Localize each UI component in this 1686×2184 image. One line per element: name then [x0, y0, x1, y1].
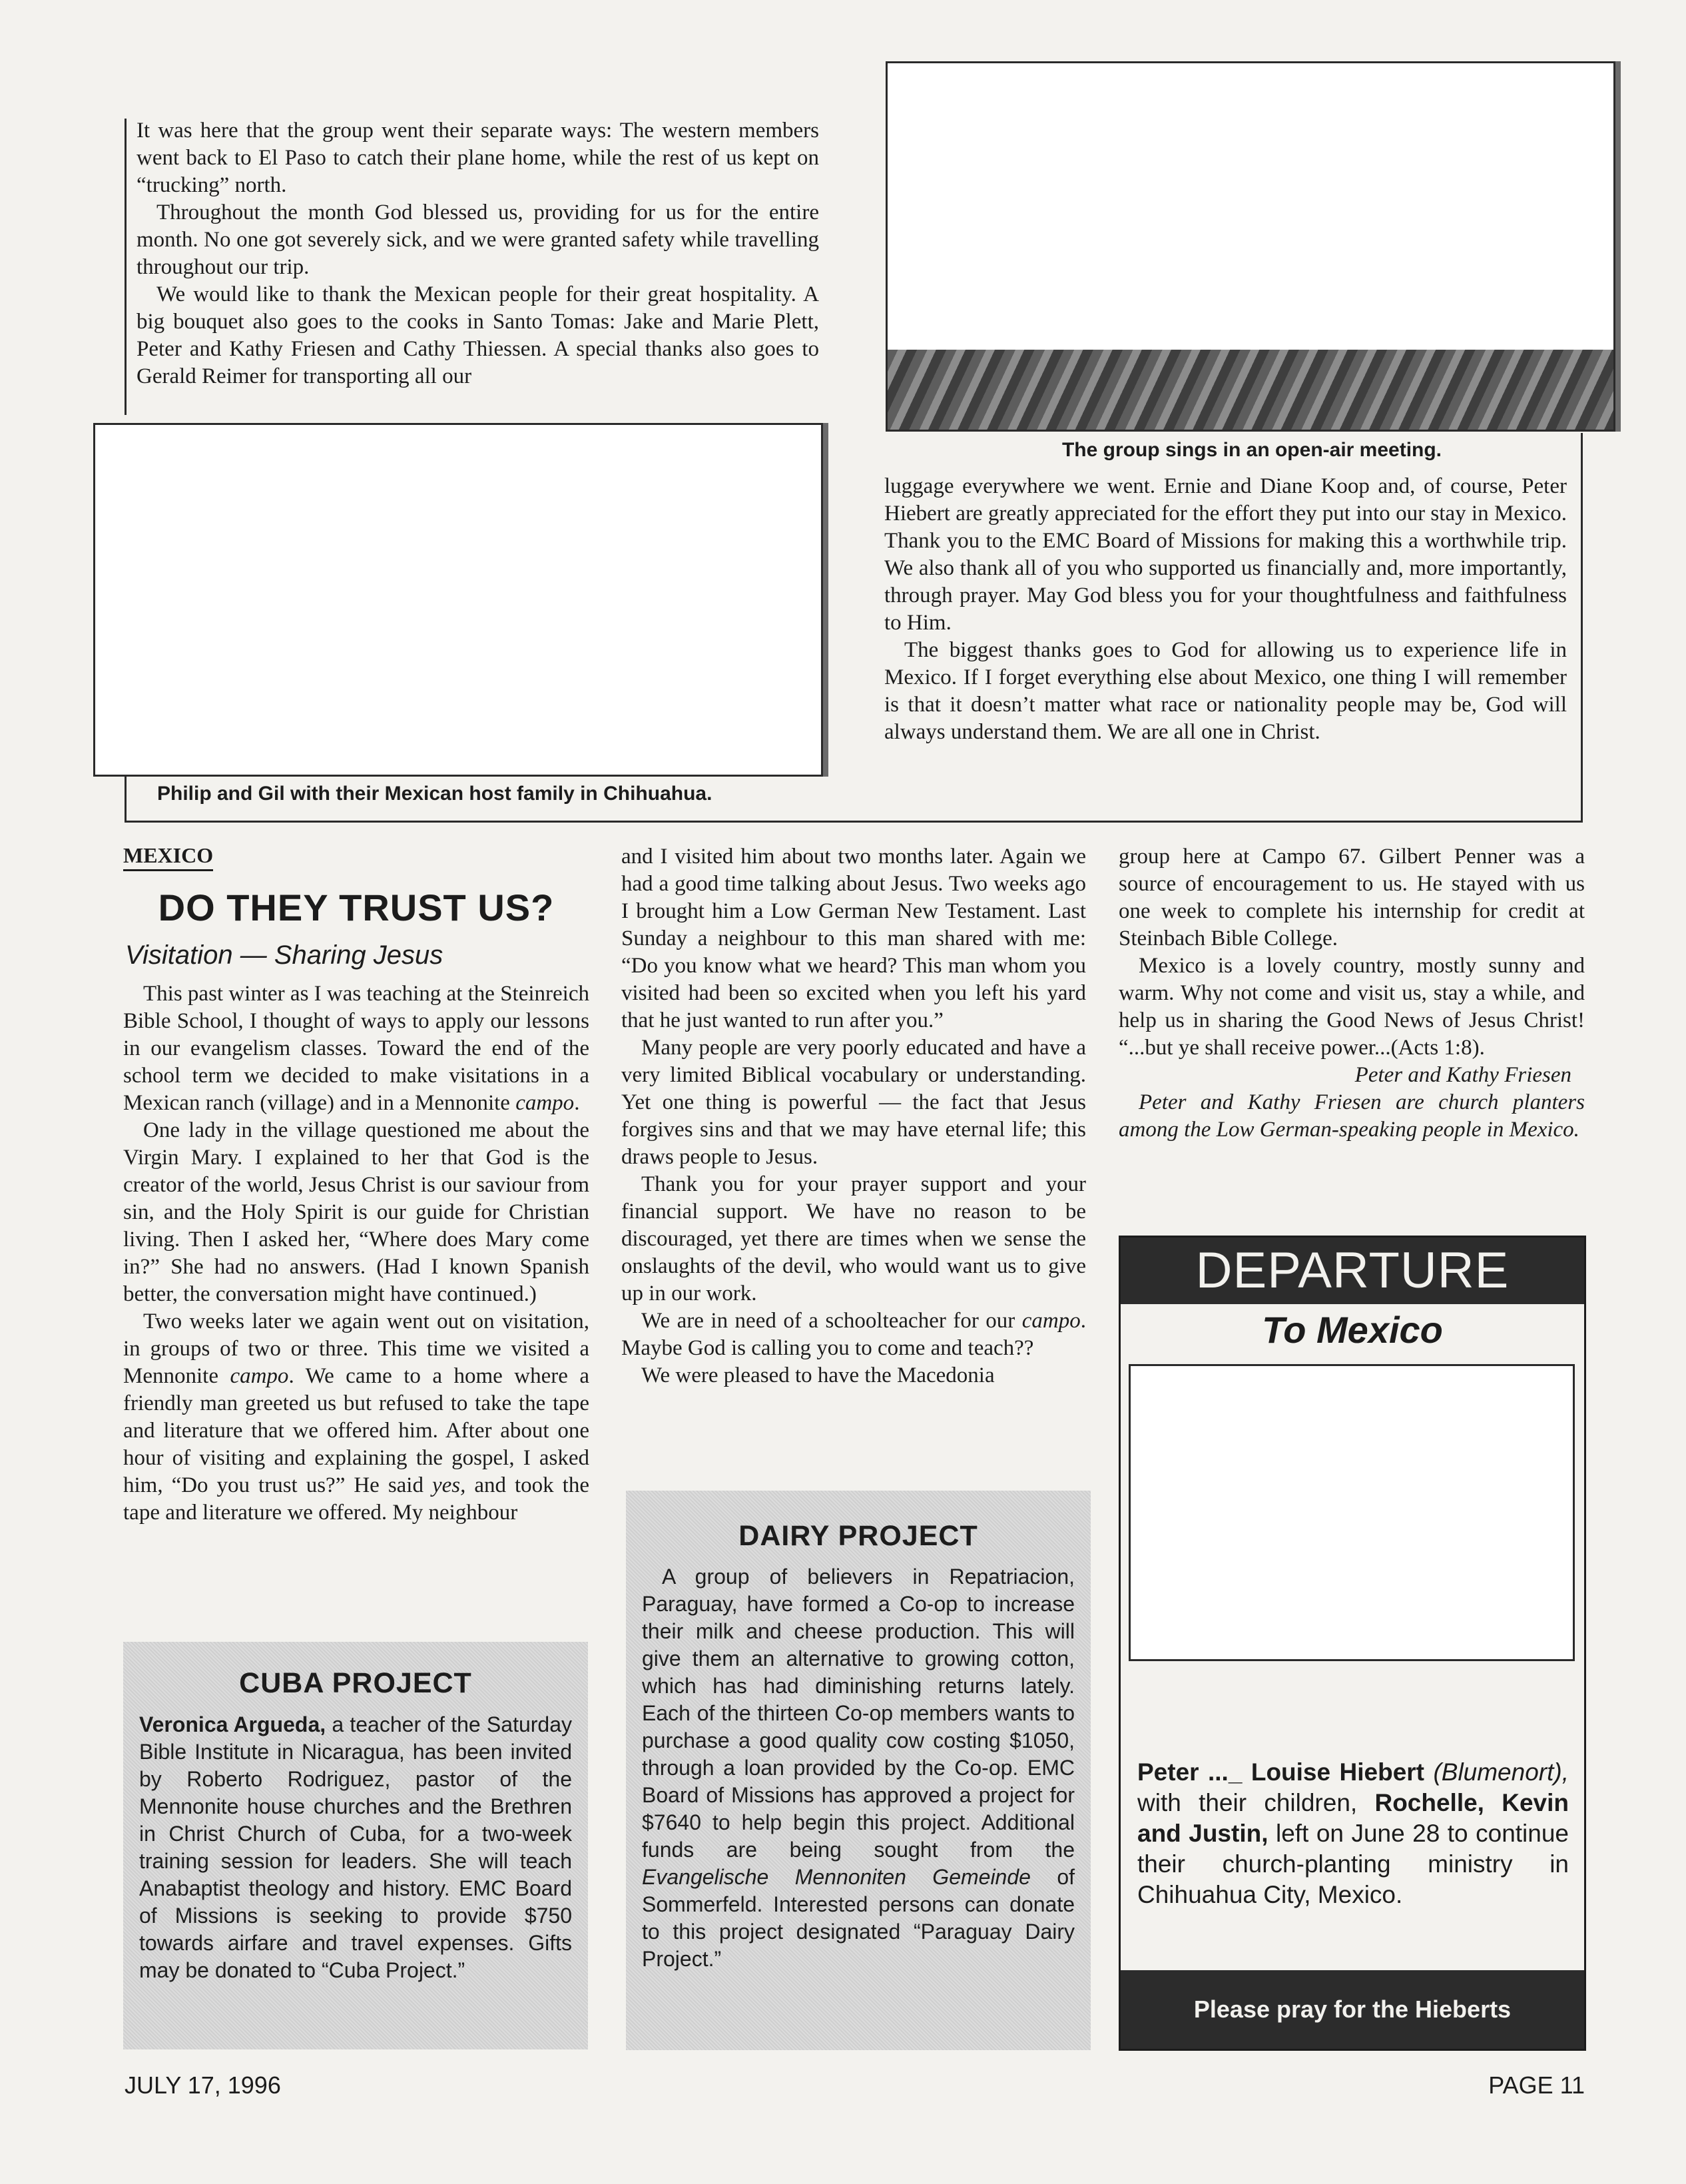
- article-subhead: Visitation — Sharing Jesus: [125, 940, 443, 970]
- paragraph: Thank you for your prayer support and your financial support. We have no reason to be discouraged, yet there are times when we sense the onslaughts of the devil, who would want us to give up in our work.: [621, 1172, 1086, 1305]
- kicker-text: MEXICO: [123, 843, 214, 867]
- cuba-project-box: [123, 1642, 588, 2049]
- top-left-rule: [125, 119, 127, 415]
- paragraph: Throughout the month God blessed us, providing for us for the entire month. No one got severely sick, and we were granted safety while travelling throughout our trip.: [137, 200, 819, 279]
- photo-left-rule: [125, 776, 127, 823]
- paragraph: The biggest thanks goes to God for allowing us to experience life in Mexico. If I forget everything else about Mexico, one thing I will remember is that it doesn’t matter what race or nationality people may be, God will always understand them. We are all one in Christ.: [884, 638, 1567, 744]
- cuba-project-text: Veronica Argueda, a teacher of the Saturday Bible Institute in Nicaragua, has been invited by Roberto Rodriguez, pastor of the Mennonite house churches and the Brethren in Christ Church of Cuba, for a two-week training session for leaders. She will teach Anabaptist theology and history. EMC Board of Missions is seeking to provide $750 towards airfare and travel expenses. Gifts may be donated to “Cuba Project.”: [139, 1712, 572, 1982]
- dairy-project-text: A group of believers in Repatriacion, Paraguay, have formed a Co-op to increase their milk and cheese production. This will give them an alternative to growing cotton, which has had diminishing returns lately. Each of the thirteen Co-op members wants to purchase a good quality cow costing $1050, through a loan provided by the Co-op. EMC Board of Missions has approved a project for $7640 to help begin this project. Additional funds are being sought from the Evangelische Mennoniten Gemeinde of Sommerfeld. Interested persons can donate to this project designated “Paraguay Dairy Project.”: [642, 1565, 1075, 1971]
- dairy-project-box: [626, 1491, 1091, 2050]
- departure-photo: [1129, 1364, 1575, 1661]
- page-date: JULY 17, 1996: [125, 2071, 281, 2099]
- frame-bottom-line: [125, 821, 1583, 823]
- photo-caption-right: The group sings in an open-air meeting.: [1061, 439, 1442, 461]
- departure-subtitle: To Mexico: [1262, 1309, 1443, 1351]
- paragraph: We would like to thank the Mexican people for their great hospitality. A big bouquet also goes to the cooks in Santo Tomas: Jake and Marie Plett, Peter and Kathy Friesen and Cathy Thiessen. A special thanks also goes to Gerald Reimer for transporting all our: [137, 282, 819, 388]
- paragraph: One lady in the village questioned me about the Virgin Mary. I explained to her that God is the creator of the world, Jesus Christ is our saviour from sin, and the Holy Spirit is our guide for Christian living. Then I asked her, “Where does Mary come in?” She had no answers. (Had I known Spanish better, the conversation might have continued.): [123, 1118, 589, 1306]
- paragraph: Many people are very poorly educated and have a very limited Biblical vocabulary or understanding. Yet one thing is powerful — the fact that Jesus forgives sins and that we may have eternal life; this draws people to Jesus.: [621, 1036, 1086, 1169]
- paragraph: group here at Campo 67. Gilbert Penner was a source of encouragement to us. He stayed with us one week to complete his internship for credit at Steinbach Bible College.: [1119, 845, 1585, 950]
- paragraph: and I visited him about two months later. Again we had a good time talking about Jesus. Two weeks ago I brought him a Low German New Testament. Last Sunday a neighbour to this man shared with me: “Do you know what we heard? This man whom you visited had been so excited when you left his yard that he just wanted to run after you.”: [621, 845, 1086, 1032]
- photo-open-air-meeting: [886, 61, 1615, 432]
- paragraph: This past winter as I was teaching at the Steinreich Bible School, I thought of ways to apply our lessons in our evangelism classes. Toward the end of the school term we decided to make visitations in a Mexican ranch (village) and in a Mennonite campo.: [123, 982, 589, 1115]
- dairy-project-title: DAIRY PROJECT: [738, 1520, 978, 1552]
- article-column-3: [1119, 843, 1585, 1144]
- author-bio: Peter and Kathy Friesen are church planters among the Low German-speaking people in Mexico.: [1119, 1090, 1585, 1142]
- departure-header: [1121, 1238, 1584, 1304]
- frame-right-vertical: [1581, 433, 1583, 823]
- departure-footer: [1121, 1970, 1584, 2049]
- paragraph: Two weeks later we again went out on visitation, in groups of two or three. This time we visited a Mennonite campo. We came to a home where a friendly man greeted us but refused to take the tape and literature that we offered him. After about one hour of visiting and explaining the gospel, I asked him, “Do you trust us?” He said yes, and took the tape and literature we offered. My neighbour: [123, 1309, 590, 1525]
- paragraph: We were pleased to have the Macedonia: [641, 1363, 995, 1387]
- cuba-project-title: CUBA PROJECT: [239, 1667, 472, 1699]
- article-headline: DO THEY TRUST US?: [158, 887, 555, 928]
- paragraph: We are in need of a schoolteacher for our campo. Maybe God is calling you to come and teach??: [621, 1309, 1086, 1360]
- article-kicker: [123, 843, 213, 871]
- photo-scene: [888, 350, 1613, 430]
- departure-box: [1119, 1236, 1586, 2051]
- departure-text: Peter ..._ Louise Hiebert (Blumenort), with their children, Rochelle, Kevin and Justin, left on June 28 to continue their church-planting ministry in Chihuahua City, Mexico.: [1137, 1758, 1569, 1908]
- paragraph: Mexico is a lovely country, mostly sunny and warm. Why not come and visit us, stay a while, and help us in sharing the Good News of Jesus Christ! “...but ye shall receive power...(Acts 1:8).: [1119, 954, 1585, 1060]
- departure-footer-text: Please pray for the Hieberts: [1193, 1996, 1512, 2023]
- paragraph: luggage everywhere we went. Ernie and Diane Koop and, of course, Peter Hiebert are greatly appreciated for the effort they put into our stay in Mexico. Thank you to the EMC Board of Missions for making this a worthwhile trip. We also thank all of you who supported us financially and, more importantly, through prayer. May God bless you for your thoughtfulness and faithfulness to Him.: [884, 474, 1567, 635]
- photo-caption-left: Philip and Gil with their Mexican host family in Chihuahua.: [157, 783, 712, 805]
- departure-title: DEPARTURE: [1195, 1242, 1510, 1299]
- byline: Peter and Kathy Friesen: [1354, 1063, 1571, 1087]
- top-left-article: [137, 117, 819, 390]
- photo-host-family: [93, 423, 823, 777]
- article-column-1: [123, 980, 589, 1527]
- top-right-article: [884, 473, 1567, 746]
- article-column-2: [621, 843, 1086, 1389]
- page-number: PAGE 11: [1488, 2071, 1585, 2099]
- paragraph: It was here that the group went their separate ways: The western members went back to El Paso to catch their plane home, while the rest of us kept on “trucking” north.: [137, 119, 819, 197]
